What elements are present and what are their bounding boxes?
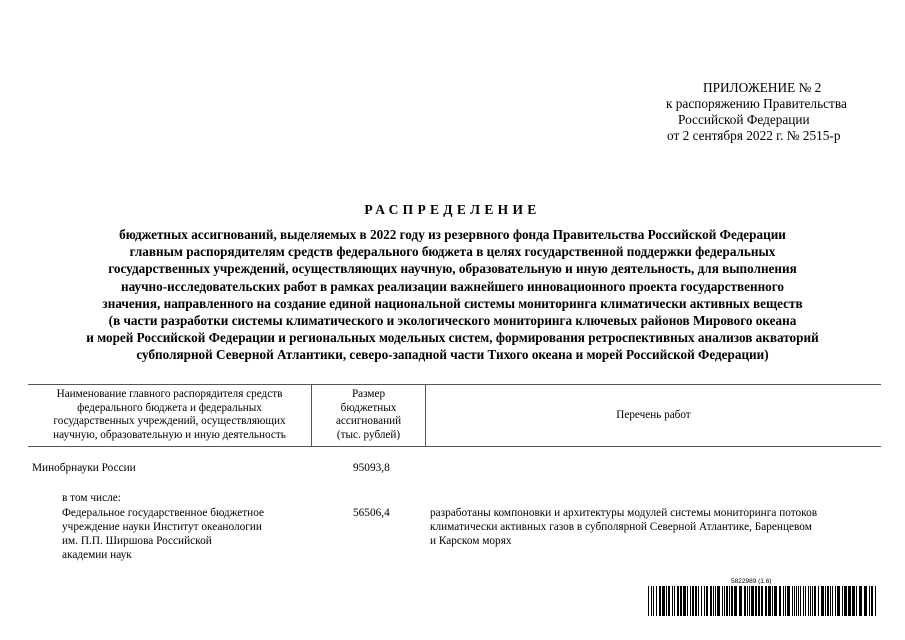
row-institute-name: Федеральное государственное бюджетное учреждение науки Институт океанологии им. П.П. Ширшова Российской академии наук <box>62 507 265 561</box>
header-recipient: Наименование главного распорядителя средств федерального бюджета и федеральных государственных учреждений, осуществляющих научную, образовательную и иную деятельность <box>53 388 286 441</box>
subtitle-line: субполярной Северной Атлантики, северо-западной части Тихого океана и морей Российской Федерации) <box>136 347 769 363</box>
barcode-icon <box>648 586 878 616</box>
appendix-block <box>600 80 905 144</box>
document-subtitle <box>20 226 885 364</box>
appendix-to-order: к распоряжению Правительства <box>666 96 847 111</box>
row-ministry-amount: 95093,8 <box>353 462 390 474</box>
table-top-border <box>28 384 881 385</box>
row-institute-works: разработаны компоновки и архитектуры модулей системы мониторинга потоков климатически активных газов в субполярной Северной Атлантике, Баренцевом и Карском морях <box>430 507 818 547</box>
appendix-date: от 2 сентября 2022 г. № 2515-р <box>667 128 841 143</box>
subtitle-line: главным распорядителям средств федерального бюджета в целях государственной поддержки федеральных <box>129 244 776 260</box>
subtitle-line: научно-исследовательских работ в рамках реализации важнейшего инновационного проекта государственного <box>120 278 785 294</box>
table-header-bottom-border <box>28 446 881 447</box>
subtitle-line: государственных учреждений, осуществляющих научную, образовательную и иную деятельность, для выполнения <box>108 261 797 277</box>
document-title: РАСПРЕДЕЛЕНИЕ <box>364 202 541 217</box>
row-including-label: в том числе: <box>62 492 121 504</box>
row-institute-amount: 56506,4 <box>353 507 390 519</box>
subtitle-line: бюджетных ассигнований, выделяемых в 2022 году из резервного фонда Правительства Российской Федерации <box>119 227 786 242</box>
subtitle-line: и морей Российской Федерации и региональных модельных систем, формирования ретроспективных анализов акваторий <box>86 330 819 346</box>
appendix-number: ПРИЛОЖЕНИЕ № 2 <box>703 80 822 95</box>
appendix-federation: Российской Федерации <box>678 112 810 127</box>
header-amount: Размер бюджетных ассигнований (тыс. рублей) <box>335 388 402 441</box>
header-works: Перечень работ <box>616 409 691 421</box>
document-code: 5822989 (1.6) <box>731 578 772 585</box>
subtitle-line: (в части разработки системы климатического и экологического мониторинга ключевых районов Мирового океана <box>108 313 797 329</box>
row-ministry-name: Минобрнауки России <box>32 462 136 474</box>
subtitle-line: значения, направленного на создание единой национальной системы мониторинга климатически активных веществ <box>102 295 803 311</box>
